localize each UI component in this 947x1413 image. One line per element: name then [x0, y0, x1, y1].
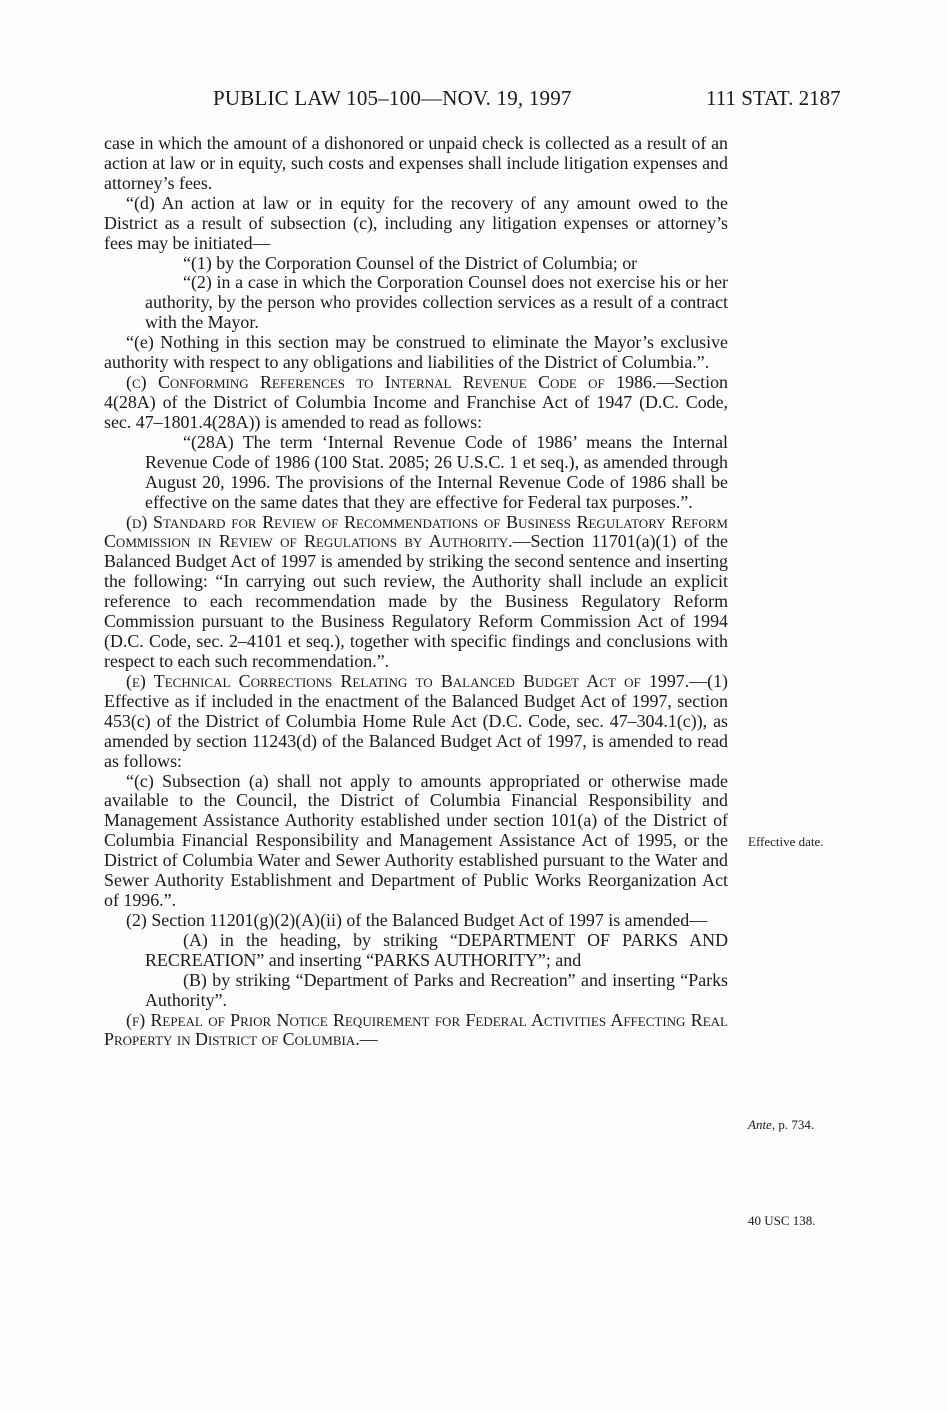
paragraph-text: —(1) Effective as if included in the enactment of the Balanced Budget Act of 1997, section 453(c) of the District of Columbia Home Rule Act (D.C. Code, sec. 47–304.1(c)), as amended by section 11243(d) of the Balanced Budget Act of 1997, is amended to read as follows: [104, 670, 728, 771]
paragraph: “(2) in a case in which the Corporation Counsel does not exercise his or her authority, by the person who provides collection services as a result of a contract with the Mayor. [145, 272, 728, 333]
section-heading: (c) Conforming References to Internal Revenue Code of 1986. [126, 372, 657, 393]
margin-note-ante [748, 1117, 814, 1133]
paragraph: case in which the amount of a dishonored or unpaid check is collected as a result of an action at law or in equity, such costs and expenses shall include litigation expenses and attorney’s fees. [104, 133, 728, 193]
paragraph: (A) in the heading, by striking “DEPARTMENT OF PARKS AND RECREATION” and inserting “PARKS AUTHORITY”; and [145, 929, 728, 970]
margin-note-effective-date: Effective date. [748, 834, 824, 849]
running-head-stat-page: 111 STAT. 2187 [706, 86, 841, 110]
section-heading: (d) Standard for Review of Recommendations of Business Regulatory Reform Commission in Review of Regulations by Authority. [104, 511, 728, 552]
section-heading: (e) Technical Corrections Relating to Balanced Budget Act of 1997. [126, 670, 690, 691]
paragraph: (2) Section 11201(g)(2)(A)(ii) of the Balanced Budget Act of 1997 is amended— [126, 909, 708, 930]
paragraph: “(e) Nothing in this section may be construed to eliminate the Mayor’s exclusive authority with respect to any obligations and liabilities of the District of Columbia.”. [104, 332, 728, 373]
running-head-title: PUBLIC LAW 105–100—NOV. 19, 1997 [213, 86, 572, 110]
paragraph-text: —Section 4(28A) of the District of Columbia Income and Franchise Act of 1947 (D.C. Code, sec. 47–1801.4(28A)) is amended to read as follows: [104, 372, 728, 432]
margin-note-ante-italic: Ante [748, 1117, 772, 1132]
paragraph: “(28A) The term ‘Internal Revenue Code of 1986’ means the Internal Revenue Code of 1986 (100 Stat. 2085; 26 U.S.C. 1 et seq.), as amended through August 20, 1996. The provisions of the Internal Revenue Code of 1986 shall be effective on the same dates that they are effective for Federal tax purposes.”. [145, 431, 728, 512]
paragraph: “(c) Subsection (a) shall not apply to amounts appropriated or otherwise made available to the Council, the District of Columbia Financial Responsibility and Management Assistance Authority established under section 101(a) of the District of Columbia Financial Responsibility and Management Assistance Act of 1995, or the District of Columbia Water and Sewer Authority established pursuant to the Water and Sewer Authority Establishment and Department of Public Works Reorganization Act of 1996.”. [104, 770, 728, 911]
paragraph-text: — [359, 1029, 378, 1050]
paragraph: “(1) by the Corporation Counsel of the District of Columbia; or [183, 252, 638, 273]
paragraph: (B) by striking “Department of Parks and Recreation” and inserting “Parks Authority”. [145, 969, 728, 1010]
section-heading: (f) Repeal of Prior Notice Requirement for Federal Activities Affecting Real Property in District of Columbia. [104, 1009, 728, 1050]
paragraph [104, 513, 728, 672]
margin-note-usc-citation: 40 USC 138. [748, 1213, 816, 1228]
paragraph [104, 672, 728, 772]
margin-note-ante-page: , p. 734. [771, 1117, 815, 1132]
paragraph [104, 1011, 728, 1051]
paragraph-text: —Section 11701(a)(1) of the Balanced Budget Act of 1997 is amended by striking the second sentence and inserting the following: “In carrying out such review, the Authority shall include an explicit reference to each recommendation made by the Business Regulatory Reform Commission pursuant to the Business Regulatory Reform Commission Act of 1994 (D.C. Code, sec. 2–4101 et seq.), together with specific findings and conclusions with respect to each such recommendation.”. [104, 531, 728, 671]
paragraph: “(d) An action at law or in equity for the recovery of any amount owed to the District as a result of subsection (c), including any litigation expenses or attorney’s fees may be initiated— [104, 192, 728, 253]
paragraph [104, 373, 728, 433]
body-text [104, 134, 728, 1050]
